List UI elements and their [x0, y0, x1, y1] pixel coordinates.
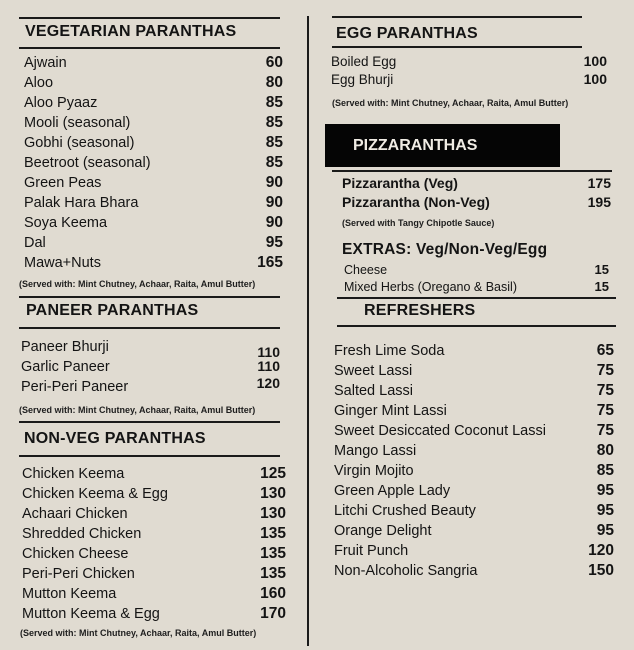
item-price: 125: [260, 465, 286, 482]
section-title: PANEER PARANTHAS: [26, 302, 199, 319]
item-name: Boiled Egg: [331, 54, 397, 69]
divider: [337, 325, 616, 327]
item-name: Green Apple Lady: [334, 483, 451, 499]
item-price: 170: [260, 605, 286, 622]
item-name: Litchi Crushed Beauty: [334, 503, 476, 519]
section-title: EGG PARANTHAS: [336, 25, 478, 42]
menu-item: [22, 545, 286, 563]
item-name: Fresh Lime Soda: [334, 343, 445, 359]
item-name: Cheese: [344, 263, 388, 277]
item-price: 195: [587, 194, 611, 210]
item-name: Paneer Bhurji: [21, 339, 109, 355]
item-price: 90: [265, 174, 283, 191]
item-name: Egg Bhurji: [331, 72, 394, 87]
item-name: Pizzarantha (Veg): [342, 175, 458, 191]
item-price: 85: [265, 94, 283, 111]
menu-item: [344, 279, 609, 294]
menu-item: [331, 53, 607, 69]
item-name: Palak Hara Bhara: [24, 195, 139, 211]
item-price: 120: [588, 542, 614, 559]
item-price: 15: [594, 262, 609, 277]
divider: [332, 170, 612, 172]
menu-item: [22, 465, 286, 483]
divider: [19, 455, 280, 457]
menu-item: [24, 234, 283, 252]
item-price: 135: [260, 565, 286, 582]
item-price: 75: [596, 362, 614, 379]
item-price: 75: [596, 402, 614, 419]
item-name: Virgin Mojito: [334, 463, 414, 479]
item-price: 15: [594, 279, 609, 294]
item-price: 95: [265, 234, 283, 251]
item-price: 95: [596, 522, 614, 539]
item-name: Mixed Herbs (Oregano & Basil): [344, 280, 517, 294]
item-price: 90: [265, 214, 283, 231]
menu-item: [22, 525, 286, 543]
item-name: Soya Keema: [24, 215, 108, 231]
item-name: Beetroot (seasonal): [24, 155, 151, 171]
item-name: Mawa+Nuts: [24, 255, 101, 271]
item-name: Sweet Desiccated Coconut Lassi: [334, 423, 546, 439]
item-price: 165: [257, 254, 283, 271]
menu-item: [334, 362, 614, 380]
served-with-note: (Served with: Mint Chutney, Achaar, Raita, Amul Butter): [332, 98, 569, 108]
item-name: Sweet Lassi: [334, 363, 413, 379]
item-price: 100: [583, 53, 607, 69]
divider: [19, 327, 280, 329]
menu-item: [334, 562, 614, 580]
served-with-note: (Served with Tangy Chipotle Sauce): [342, 218, 495, 228]
item-price: 175: [587, 175, 611, 191]
item-name: Chicken Cheese: [22, 546, 129, 562]
divider: [19, 296, 280, 298]
menu-item: [22, 585, 286, 603]
item-name: Peri-Peri Chicken: [22, 566, 135, 582]
item-price: 80: [596, 442, 614, 459]
divider: [332, 46, 582, 48]
item-price: 135: [260, 545, 286, 562]
item-name: Chicken Keema & Egg: [22, 486, 168, 502]
menu-item: [24, 94, 283, 112]
menu-item: [24, 254, 283, 272]
menu-item: [24, 194, 283, 212]
divider: [19, 17, 280, 19]
item-price: 135: [260, 525, 286, 542]
menu-item: [331, 71, 607, 87]
menu-item: [334, 422, 614, 440]
menu-item: [24, 54, 283, 72]
menu-item: [22, 485, 286, 503]
menu-item: [22, 505, 286, 523]
item-name: Aloo Pyaaz: [24, 95, 98, 111]
item-name: Ginger Mint Lassi: [334, 403, 447, 419]
item-name: Chicken Keema: [22, 466, 125, 482]
menu-item: [342, 175, 611, 191]
menu-item: [342, 194, 611, 210]
menu-item: [24, 154, 283, 172]
item-name: Mutton Keema & Egg: [22, 606, 160, 622]
item-price: 100: [583, 71, 607, 87]
item-name: Pizzarantha (Non-Veg): [342, 194, 490, 210]
served-with-note: (Served with: Mint Chutney, Achaar, Raita, Amul Butter): [20, 628, 257, 638]
item-price: 110: [257, 344, 280, 360]
column-divider: [307, 16, 309, 646]
section-title: NON-VEG PARANTHAS: [24, 430, 206, 447]
item-name: Achaari Chicken: [22, 506, 128, 522]
item-price: 80: [265, 74, 283, 91]
menu-item: [344, 262, 609, 277]
item-price: 95: [596, 502, 614, 519]
menu-item: [334, 462, 614, 480]
menu-item: [21, 358, 280, 375]
item-name: Ajwain: [24, 55, 67, 71]
item-name: Garlic Paneer: [21, 359, 110, 375]
item-name: Mutton Keema: [22, 586, 117, 602]
served-with-note: (Served with: Mint Chutney, Achaar, Raita, Amul Butter): [19, 405, 256, 415]
item-price: 120: [256, 375, 280, 391]
menu-item: [334, 382, 614, 400]
menu-item: [22, 565, 286, 583]
item-name: Peri-Peri Paneer: [21, 379, 129, 395]
item-price: 60: [265, 54, 283, 71]
menu-item: [24, 214, 283, 232]
menu-item: [24, 74, 283, 92]
item-price: 85: [265, 114, 283, 131]
item-price: 75: [596, 422, 614, 439]
item-price: 65: [596, 342, 614, 359]
item-price: 85: [265, 134, 283, 151]
section-title: EXTRAS: Veg/Non-Veg/Egg: [342, 241, 548, 258]
menu-item: [334, 402, 614, 420]
item-name: Aloo: [24, 75, 54, 91]
item-price: 150: [588, 562, 614, 579]
section-title: VEGETARIAN PARANTHAS: [25, 23, 237, 40]
item-price: 130: [260, 505, 286, 522]
menu-item: [21, 375, 280, 395]
section-title: REFRESHERS: [364, 302, 476, 319]
menu-item: [334, 542, 614, 560]
item-name: Non-Alcoholic Sangria: [334, 563, 478, 579]
item-price: 110: [257, 358, 280, 374]
menu-item: [334, 442, 614, 460]
item-price: 90: [265, 194, 283, 211]
item-name: Shredded Chicken: [22, 526, 142, 542]
menu-item: [21, 338, 280, 360]
item-name: Dal: [24, 235, 46, 251]
menu-item: [24, 174, 283, 192]
item-price: 75: [596, 382, 614, 399]
menu-item: [334, 502, 614, 520]
item-name: Orange Delight: [334, 523, 432, 539]
item-name: Green Peas: [24, 175, 102, 191]
menu-item: [24, 114, 283, 132]
menu-item: [334, 482, 614, 500]
menu-item: [334, 522, 614, 540]
served-with-note: (Served with: Mint Chutney, Achaar, Raita, Amul Butter): [19, 279, 256, 289]
divider: [332, 16, 582, 18]
item-name: Mango Lassi: [334, 443, 417, 459]
item-price: 160: [260, 585, 286, 602]
item-price: 130: [260, 485, 286, 502]
divider: [19, 47, 280, 49]
item-name: Gobhi (seasonal): [24, 135, 135, 151]
item-price: 95: [596, 482, 614, 499]
item-price: 85: [265, 154, 283, 171]
divider: [337, 297, 616, 299]
menu-item: [334, 342, 614, 360]
item-name: Salted Lassi: [334, 383, 413, 399]
item-price: 85: [596, 462, 614, 479]
menu-item: [22, 605, 286, 623]
item-name: Mooli (seasonal): [24, 115, 131, 131]
pizzaranthas-title-banner: PIZZARANTHAS: [325, 124, 560, 167]
divider: [19, 421, 280, 423]
item-name: Fruit Punch: [334, 543, 409, 559]
menu-item: [24, 134, 283, 152]
